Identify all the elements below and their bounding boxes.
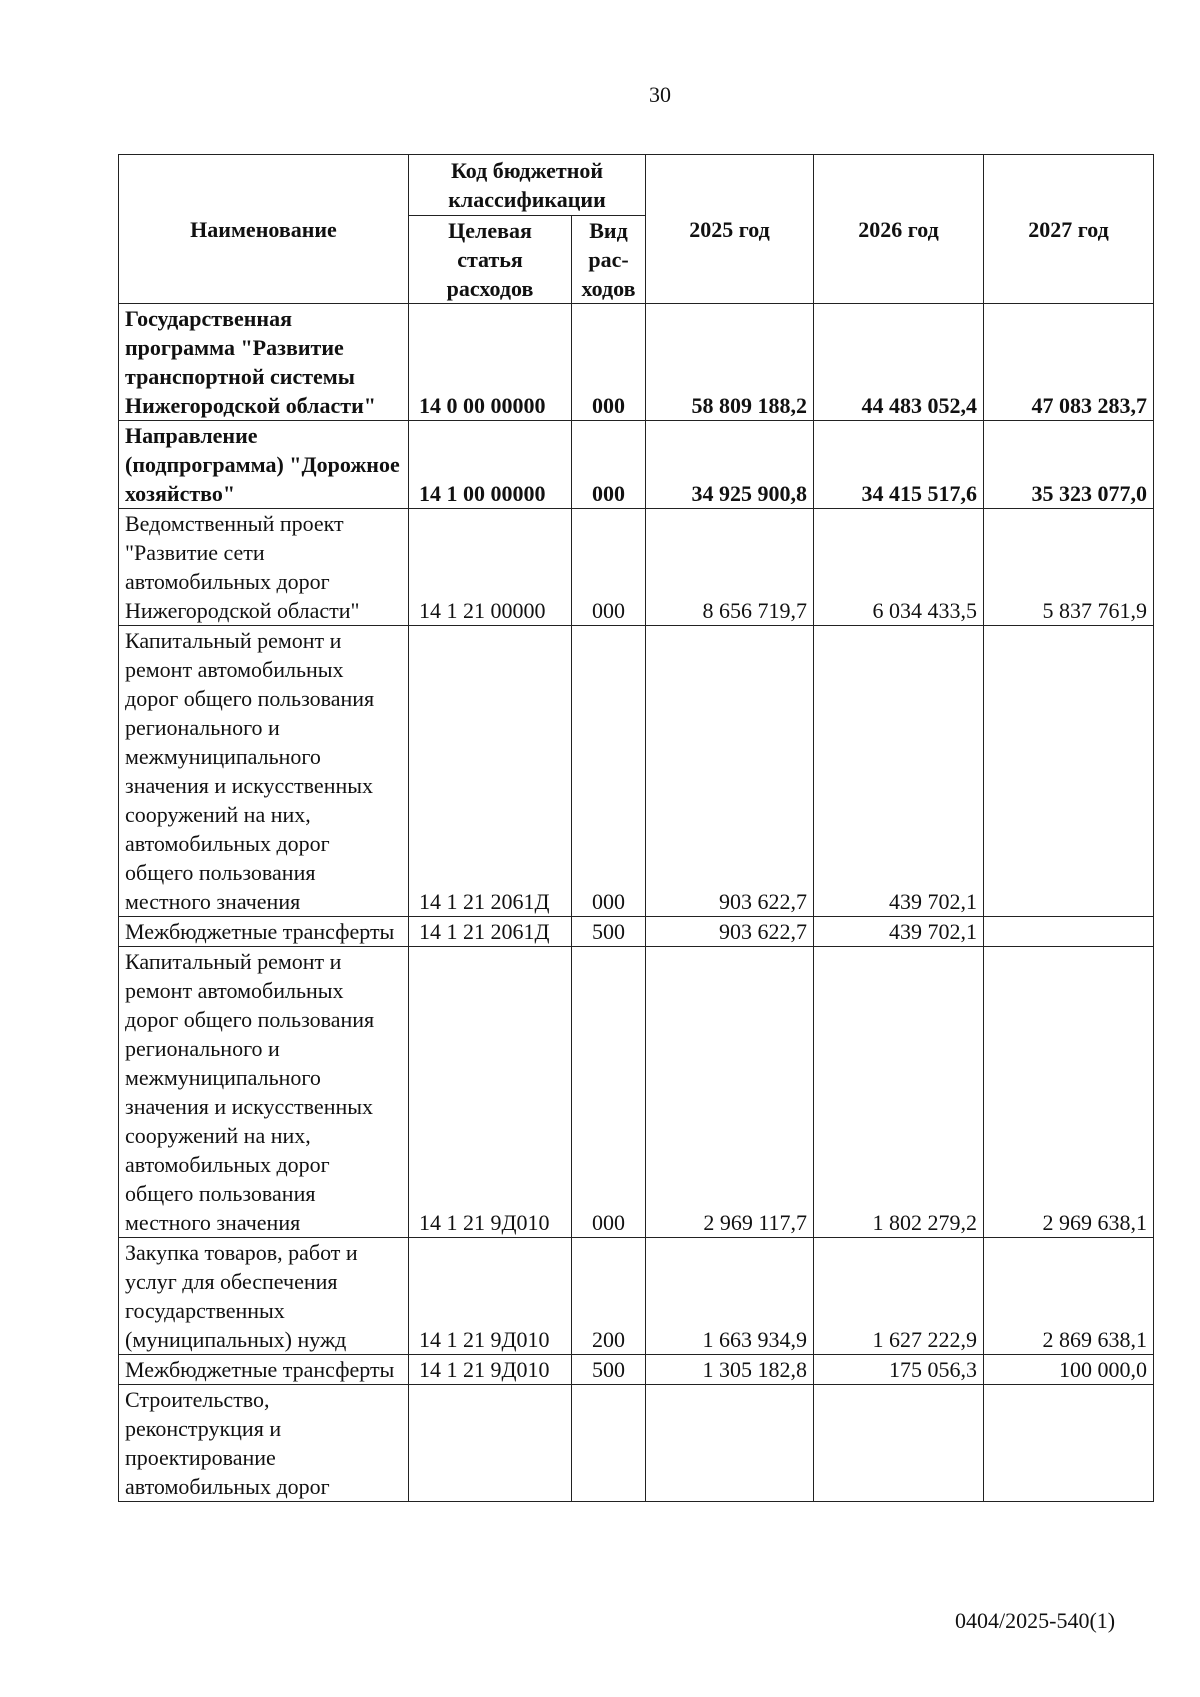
header-name: Наименование — [119, 155, 409, 304]
header-expense-kind: Вид рас-ходов — [572, 216, 646, 304]
table-row — [119, 509, 1154, 626]
row-value-2027 — [984, 626, 1154, 917]
row-kind: 000 — [572, 304, 646, 421]
row-name: Межбюджетные трансферты — [119, 1355, 409, 1385]
header-year-2027: 2027 год — [984, 155, 1154, 304]
row-name: Межбюджетные трансферты — [119, 917, 409, 947]
row-name: Капитальный ремонт и ремонт автомобильных дорог общего пользования регионального и межмуниципального значения и искусственных сооружений на них, автомобильных дорог общего пользования местного значения — [119, 626, 409, 917]
row-kind: 000 — [572, 421, 646, 509]
row-name: Капитальный ремонт и ремонт автомобильных дорог общего пользования регионального и межмуниципального значения и искусственных сооружений на них, автомобильных дорог общего пользования местного значения — [119, 947, 409, 1238]
table-row — [119, 1238, 1154, 1355]
row-kind: 000 — [572, 626, 646, 917]
row-code: 14 1 21 2061Д — [409, 626, 572, 917]
row-code: 14 1 21 9Д010 — [409, 1355, 572, 1385]
row-value-2027 — [984, 917, 1154, 947]
header-code-group: Код бюджетной классификации — [409, 155, 646, 216]
row-value-2026: 439 702,1 — [814, 626, 984, 917]
document-number: 0404/2025-540(1) — [955, 1608, 1116, 1633]
row-value-2026: 1 802 279,2 — [814, 947, 984, 1238]
row-value-2027: 35 323 077,0 — [984, 421, 1154, 509]
header-year-2025: 2025 год — [646, 155, 814, 304]
row-code: 14 1 21 9Д010 — [409, 947, 572, 1238]
row-code: 14 1 21 00000 — [409, 509, 572, 626]
row-value-2026: 44 483 052,4 — [814, 304, 984, 421]
row-code: 14 1 00 00000 — [409, 421, 572, 509]
row-value-2026: 6 034 433,5 — [814, 509, 984, 626]
row-code — [409, 1385, 572, 1502]
header-target-article: Целевая статья расходов — [409, 216, 572, 304]
table-row — [119, 626, 1154, 917]
row-kind: 500 — [572, 917, 646, 947]
row-code: 14 1 21 9Д010 — [409, 1238, 572, 1355]
row-kind: 500 — [572, 1355, 646, 1385]
row-value-2025: 903 622,7 — [646, 917, 814, 947]
row-value-2025: 8 656 719,7 — [646, 509, 814, 626]
row-value-2025: 903 622,7 — [646, 626, 814, 917]
row-kind: 200 — [572, 1238, 646, 1355]
table-row — [119, 1385, 1154, 1502]
row-value-2027 — [984, 1385, 1154, 1502]
row-value-2027: 47 083 283,7 — [984, 304, 1154, 421]
row-value-2027: 5 837 761,9 — [984, 509, 1154, 626]
page-number: 30 — [649, 82, 671, 107]
table-row — [119, 917, 1154, 947]
row-value-2027: 2 969 638,1 — [984, 947, 1154, 1238]
row-value-2027: 2 869 638,1 — [984, 1238, 1154, 1355]
row-value-2025: 34 925 900,8 — [646, 421, 814, 509]
row-kind — [572, 1385, 646, 1502]
row-value-2025: 1 663 934,9 — [646, 1238, 814, 1355]
row-value-2026: 439 702,1 — [814, 917, 984, 947]
row-value-2026: 34 415 517,6 — [814, 421, 984, 509]
row-code: 14 1 21 2061Д — [409, 917, 572, 947]
row-value-2026 — [814, 1385, 984, 1502]
table-row — [119, 304, 1154, 421]
row-value-2025: 58 809 188,2 — [646, 304, 814, 421]
row-value-2026: 175 056,3 — [814, 1355, 984, 1385]
row-value-2025 — [646, 1385, 814, 1502]
row-value-2027: 100 000,0 — [984, 1355, 1154, 1385]
row-value-2026: 1 627 222,9 — [814, 1238, 984, 1355]
header-year-2026: 2026 год — [814, 155, 984, 304]
table-row — [119, 947, 1154, 1238]
header-row-1 — [119, 155, 1154, 216]
row-kind: 000 — [572, 947, 646, 1238]
row-name: Ведомственный проект "Развитие сети автомобильных дорог Нижегородской области" — [119, 509, 409, 626]
row-name: Государственная программа "Развитие транспортной системы Нижегородской области" — [119, 304, 409, 421]
row-name: Строительство, реконструкция и проектирование автомобильных дорог — [119, 1385, 409, 1502]
row-name: Закупка товаров, работ и услуг для обеспечения государственных (муниципальных) нужд — [119, 1238, 409, 1355]
row-kind: 000 — [572, 509, 646, 626]
table-row — [119, 421, 1154, 509]
table-row — [119, 1355, 1154, 1385]
budget-table — [118, 154, 1154, 1502]
row-name: Направление (подпрограмма) "Дорожное хозяйство" — [119, 421, 409, 509]
row-value-2025: 1 305 182,8 — [646, 1355, 814, 1385]
row-code: 14 0 00 00000 — [409, 304, 572, 421]
row-value-2025: 2 969 117,7 — [646, 947, 814, 1238]
